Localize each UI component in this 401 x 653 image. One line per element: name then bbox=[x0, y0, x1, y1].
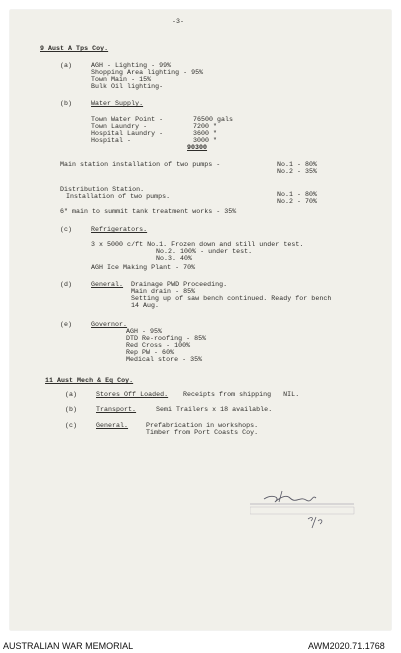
s11-item-label: (a) bbox=[65, 391, 78, 398]
item-b-label: (b) bbox=[60, 100, 73, 107]
item-e-label: (e) bbox=[60, 321, 73, 328]
main-station-pump-2: No.2 - 35% bbox=[277, 168, 318, 175]
item-a-line: AGH - Lighting - 99% bbox=[91, 62, 172, 69]
item-d-heading: General. bbox=[91, 281, 124, 288]
water-row-qty: 3600 " bbox=[193, 130, 218, 137]
governor-line: Rep PW - 60% bbox=[126, 349, 175, 356]
s11-item-heading: General. bbox=[96, 422, 129, 429]
item-a-line: Town Main - 15% bbox=[91, 76, 152, 83]
signature-stamp bbox=[250, 488, 360, 533]
distribution-sub: Installation of two pumps. bbox=[66, 193, 171, 200]
distribution-heading: Distribution Station. bbox=[60, 186, 145, 193]
main-station-text: Main station installation of two pumps - bbox=[60, 161, 221, 168]
refrigerator-line: No.3. 40% bbox=[156, 255, 193, 262]
water-row-name: Town Laundry - bbox=[91, 123, 148, 130]
s11-item-label: (b) bbox=[65, 406, 78, 413]
general-line: Drainage PWD Proceeding. bbox=[131, 281, 228, 288]
water-row-name: Hospital - bbox=[91, 137, 132, 144]
general-line: 14 Aug. bbox=[131, 302, 160, 309]
page-number: -3- bbox=[172, 18, 185, 25]
s11-item-text: Prefabrication in workshops. bbox=[146, 422, 259, 429]
s11-item-text-2: Timber from Port Coasts Coy. bbox=[146, 429, 259, 436]
s11-item-text: Receipts from shipping NIL. bbox=[183, 391, 300, 398]
item-c-heading: Refrigerators. bbox=[91, 226, 148, 233]
refrigerator-line: 3 x 5000 c/ft No.1. Frozen down and still under test. bbox=[91, 241, 304, 248]
s11-item-heading: Stores Off Loaded. bbox=[96, 391, 169, 398]
refrigerator-line: AGH Ice Making Plant - 70% bbox=[91, 264, 196, 271]
distribution-pump-1: No.1 - 80% bbox=[277, 191, 318, 198]
s11-item-heading: Transport. bbox=[96, 406, 137, 413]
item-a-line: Shopping Area lighting - 95% bbox=[91, 69, 204, 76]
item-e-heading: Governor. bbox=[91, 321, 128, 328]
governor-line: Red Cross - 100% bbox=[126, 342, 191, 349]
item-a-line: Bulk Oil lighting- bbox=[91, 83, 164, 90]
water-row-qty: 76500 gals bbox=[193, 116, 234, 123]
s11-item-label: (c) bbox=[65, 422, 78, 429]
general-line: Main drain - 85% bbox=[131, 288, 196, 295]
item-b-heading: Water Supply. bbox=[91, 100, 144, 107]
section-9-heading: 9 Aust A Tps Coy. bbox=[40, 45, 109, 52]
water-row-qty: 3000 " bbox=[193, 137, 218, 144]
water-total: 90300 bbox=[187, 144, 208, 151]
footer-accession-number: AWM2020.71.1768 bbox=[308, 641, 385, 651]
section-11-heading: 11 Aust Mech & Eq Coy. bbox=[45, 377, 134, 384]
main-station-pump-1: No.1 - 80% bbox=[277, 161, 318, 168]
governor-line: DTD Re-roofing - 85% bbox=[126, 335, 207, 342]
distribution-pump-2: No.2 - 70% bbox=[277, 198, 318, 205]
governor-line: AGH - 95% bbox=[126, 328, 163, 335]
item-d-label: (d) bbox=[60, 281, 73, 288]
s11-item-text: Semi Trailers x 18 available. bbox=[156, 406, 273, 413]
item-a-label: (a) bbox=[60, 62, 73, 69]
water-row-qty: 7200 " bbox=[193, 123, 218, 130]
water-row-name: Hospital Laundry - bbox=[91, 130, 164, 137]
water-row-name: Town Water Point - bbox=[91, 116, 164, 123]
summit-line: 6" main to summit tank treatment works - 35% bbox=[60, 208, 237, 215]
refrigerator-line: No.2. 100% - under test. bbox=[156, 248, 253, 255]
general-line: Setting up of saw bench continued. Ready for bench bbox=[131, 295, 332, 302]
governor-line: Medical store - 35% bbox=[126, 356, 203, 363]
item-c-label: (c) bbox=[60, 226, 73, 233]
footer-institution: AUSTRALIAN WAR MEMORIAL bbox=[3, 641, 134, 651]
